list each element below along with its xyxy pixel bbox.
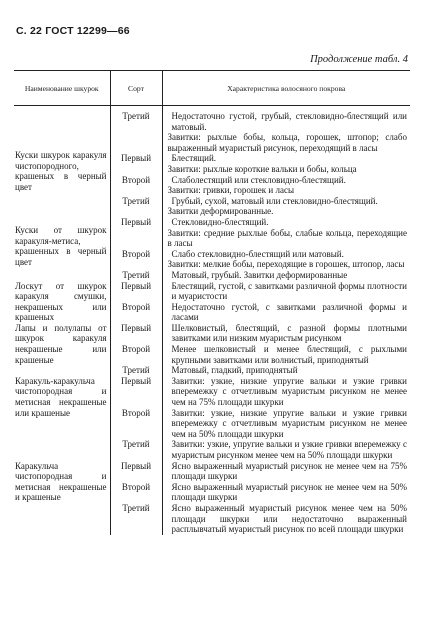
characteristic-cell [162, 175, 410, 196]
pelt-name-cell [14, 217, 110, 281]
characteristic-cell [162, 503, 410, 535]
column-header-characteristic: Характеристика волосяного покрова [162, 71, 410, 106]
page-header-standard: С. 22 ГОСТ 12299—66 [16, 25, 130, 37]
characteristic-cell [162, 323, 410, 344]
sort-cell [110, 249, 162, 270]
sort-cell [110, 482, 162, 503]
sort-value: Второй [121, 174, 151, 185]
characteristic-cell [162, 153, 410, 174]
characteristic-text: Завитки: рыхлые короткие вальки и бобы, кольца [167, 163, 357, 174]
characteristic-cell [162, 408, 410, 440]
sort-value: Второй [121, 248, 151, 259]
characteristic-cell [162, 461, 410, 482]
column-header-sort: Сорт [110, 71, 162, 106]
characteristic-cell [162, 106, 410, 154]
sort-cell [110, 439, 162, 460]
sort-value: Первый [120, 460, 152, 471]
characteristic-text: Завитки: узкие, упругие вальки и узкие гривки вперемежку с муаристым рисунком менее чем на 50% площади шкурки [171, 439, 407, 460]
characteristic-text: Грубый, сухой, матовый или стекловидно-блестящий. [171, 195, 378, 206]
characteristic-text: Завитки: узкие, низкие упругие вальки и узкие гривки вперемежку с отчетливым муаристым рисунком не менее чем на 50% площади шкурки [171, 407, 407, 439]
sort-value: Третий [122, 111, 150, 121]
characteristic-text: Завитки: рыхлые бобы, кольца, горошек, штопор; слабо выраженный муаристый рисунок, переходящий в ласы [167, 132, 407, 153]
characteristic-text: Завитки деформированные. [167, 206, 274, 217]
sort-cell [110, 153, 162, 174]
table-row [14, 217, 410, 249]
characteristic-text: Матовый, гладкий, приподнятый [171, 365, 298, 376]
characteristic-text: Блестящий. [171, 153, 217, 164]
sort-value: Третий [122, 365, 150, 376]
characteristic-cell [162, 376, 410, 408]
characteristic-text: Шелковистый, блестящий, с разной формы плотными завитками или низким муаристым рисунком [171, 322, 407, 344]
characteristic-text: Менее шелковистый и менее блестящий, с рыхлыми крупными завитками или волнистый, приподнятый [171, 344, 407, 365]
characteristic-text: Недостаточно густой, грубый, стекловидно-блестящий или матовый. [171, 111, 407, 132]
pelt-name: Каракуль-каракульча чистопородная и метисная некрашеные или крашеные [15, 375, 107, 418]
sort-cell [110, 344, 162, 365]
table-continuation-label: Продолжение табл. 4 [310, 54, 408, 65]
pelt-name-cell [14, 376, 110, 461]
characteristic-text: Ясно выраженный муаристый рисунок менее чем на 50% площади шкурки или недостаточно выраженный расплывчатый муаристый рисунок по всей площади шкурки [171, 502, 407, 535]
pelt-name-cell [14, 461, 110, 535]
pelt-name-cell [14, 281, 110, 323]
table-row [14, 376, 410, 408]
sort-cell [110, 323, 162, 344]
sort-value: Первый [120, 216, 152, 227]
sort-value: Второй [121, 407, 151, 418]
characteristic-text: Блестящий, густой, с завитками различной формы плотности и муаристости [171, 280, 407, 302]
sort-value: Первый [120, 322, 152, 333]
characteristic-text: Ясно выраженный муаристый рисунок не менее чем на 75% площади шкурки [171, 460, 407, 482]
characteristic-text: Недостаточно густой, с завитками различной формы и ласами [171, 301, 407, 323]
characteristic-text: Стекловидно-блестящий. [171, 216, 269, 227]
characteristic-text: Слаболестящий или стекловидно-блестящий. [171, 174, 346, 185]
pelt-characteristics-table [14, 70, 410, 535]
sort-cell [110, 217, 162, 249]
table-row [14, 461, 410, 482]
pelt-name-cell [14, 106, 110, 217]
characteristic-text: Завитки: узкие, низкие упругие вальки и узкие гривки вперемежку с отчетливым муаристым рисунком не менее чем на 75% площади шкурки [171, 375, 407, 408]
characteristic-cell [162, 281, 410, 302]
sort-cell [110, 503, 162, 535]
sort-cell [110, 365, 162, 376]
sort-cell [110, 196, 162, 217]
characteristic-text: Слабо стекловидно-блестящий или матовый. [171, 248, 344, 259]
sort-value: Первый [120, 375, 152, 386]
characteristic-cell [162, 196, 410, 217]
characteristic-cell [162, 217, 410, 249]
characteristic-text: Завитки: мелкие бобы, переходящие в горошек, штопор, ласы [167, 259, 405, 270]
characteristic-text: Ясно выраженный муаристый рисунок не менее чем на 50% площади шкурки [171, 481, 407, 503]
sort-value: Третий [122, 439, 150, 450]
sort-value: Третий [122, 195, 150, 206]
table-row [14, 281, 410, 302]
pelt-name: Куски от шкурок каракуля-метиса, крашенных в черный цвет [15, 224, 107, 267]
characteristic-cell [162, 365, 410, 376]
characteristic-cell [162, 270, 410, 281]
characteristic-text: Завитки: средние рыхлые бобы, слабые кольца, переходящие в ласы [167, 227, 407, 249]
characteristic-cell [162, 482, 410, 503]
characteristic-cell [162, 249, 410, 270]
sort-value: Второй [121, 481, 151, 492]
characteristic-text: Завитки: гривки, горошек и ласы [167, 185, 294, 196]
sort-cell [110, 270, 162, 281]
pelt-name: Куски шкурок каракуля чистопородного, крашеных в черный цвет [15, 150, 107, 192]
sort-value: Первый [120, 153, 152, 164]
sort-cell [110, 106, 162, 154]
table-header-row [14, 71, 410, 106]
sort-cell [110, 408, 162, 440]
characteristic-cell [162, 302, 410, 323]
table-row [14, 106, 410, 154]
sort-cell [110, 461, 162, 482]
sort-value: Третий [122, 502, 150, 513]
sort-cell [110, 175, 162, 196]
pelt-name: Лоскут от шкурок каракуля смушки, некрашеных или крашеных [15, 280, 107, 323]
sort-value: Второй [121, 301, 151, 312]
pelt-name-cell [14, 323, 110, 376]
characteristic-cell [162, 439, 410, 460]
pelt-name: Лапы и полулапы от шкурок каракуля некрашеные или крашеные [15, 322, 107, 365]
table-row [14, 323, 410, 344]
sort-cell [110, 302, 162, 323]
sort-cell [110, 281, 162, 302]
pelt-name: Каракульча чистопородная и метисная некрашеные и крашеные [15, 460, 107, 503]
characteristic-cell [162, 344, 410, 365]
column-header-name: Наименование шкурок [14, 71, 110, 106]
sort-value: Первый [120, 280, 152, 291]
sort-cell [110, 376, 162, 408]
characteristic-text: Матовый, грубый. Завитки деформированные [171, 269, 348, 280]
sort-value: Третий [122, 269, 150, 280]
sort-value: Второй [121, 344, 151, 355]
